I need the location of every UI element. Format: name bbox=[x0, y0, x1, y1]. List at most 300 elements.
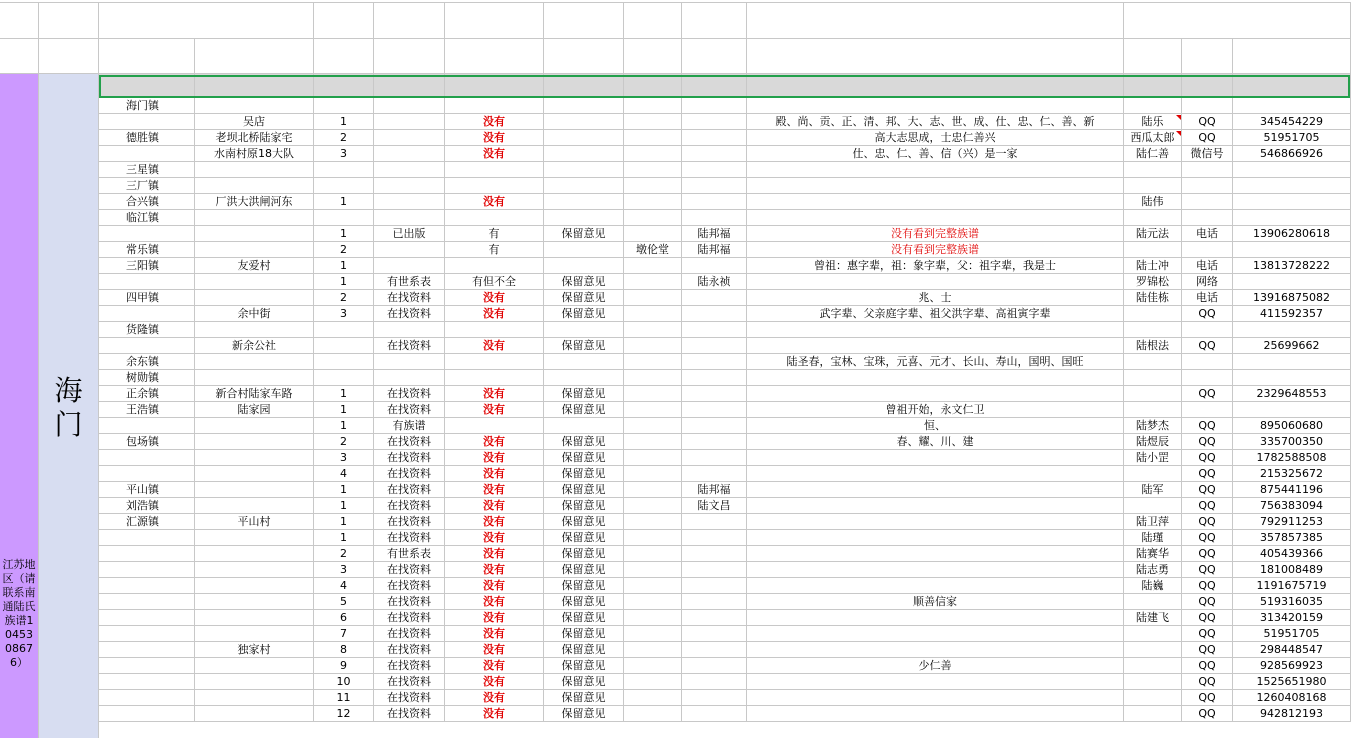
comment-cell[interactable] bbox=[544, 274, 624, 290]
hall-cell[interactable] bbox=[624, 706, 682, 722]
status-cell[interactable] bbox=[374, 562, 445, 578]
comment-cell[interactable] bbox=[544, 258, 624, 274]
town-cell[interactable] bbox=[99, 210, 195, 226]
town-cell[interactable] bbox=[99, 178, 195, 194]
hall-cell[interactable] bbox=[624, 98, 682, 114]
address-cell[interactable] bbox=[195, 450, 314, 466]
hall-cell[interactable] bbox=[624, 178, 682, 194]
contact-name-cell[interactable] bbox=[1124, 610, 1182, 626]
generation-cell[interactable] bbox=[747, 322, 1124, 338]
hall-cell[interactable] bbox=[624, 338, 682, 354]
contact-name-cell[interactable] bbox=[1124, 370, 1182, 386]
status-cell[interactable] bbox=[374, 370, 445, 386]
town-cell[interactable] bbox=[99, 130, 195, 146]
number-cell[interactable] bbox=[314, 514, 374, 530]
comment-cell[interactable] bbox=[544, 418, 624, 434]
comment-cell[interactable] bbox=[544, 338, 624, 354]
address-cell[interactable] bbox=[195, 434, 314, 450]
hall-cell[interactable] bbox=[624, 162, 682, 178]
migrant-cell[interactable] bbox=[682, 386, 747, 402]
genealogy-cell[interactable] bbox=[445, 242, 544, 258]
contact-name-cell[interactable] bbox=[1124, 226, 1182, 242]
address-cell[interactable] bbox=[195, 162, 314, 178]
town-cell[interactable] bbox=[99, 290, 195, 306]
address-cell[interactable] bbox=[195, 306, 314, 322]
contact-id-cell[interactable] bbox=[1233, 674, 1351, 690]
migrant-cell[interactable] bbox=[682, 706, 747, 722]
contact-name-cell[interactable] bbox=[1124, 562, 1182, 578]
generation-cell[interactable] bbox=[747, 306, 1124, 322]
contact-id-cell[interactable] bbox=[1233, 530, 1351, 546]
comment-cell[interactable] bbox=[544, 690, 624, 706]
genealogy-cell[interactable] bbox=[445, 194, 544, 210]
genealogy-cell[interactable] bbox=[445, 642, 544, 658]
contact-type-cell[interactable] bbox=[1182, 210, 1233, 226]
contact-type-cell[interactable] bbox=[1182, 706, 1233, 722]
town-cell[interactable] bbox=[99, 626, 195, 642]
gray-cell[interactable] bbox=[374, 74, 445, 98]
hall-cell[interactable] bbox=[624, 386, 682, 402]
contact-id-cell[interactable] bbox=[1233, 466, 1351, 482]
comment-cell[interactable] bbox=[544, 514, 624, 530]
comment-cell[interactable] bbox=[544, 370, 624, 386]
generation-cell[interactable] bbox=[747, 658, 1124, 674]
contact-name-cell[interactable] bbox=[1124, 386, 1182, 402]
genealogy-cell[interactable] bbox=[445, 258, 544, 274]
town-cell[interactable] bbox=[99, 242, 195, 258]
row-number-header[interactable] bbox=[0, 3, 39, 39]
number-cell[interactable] bbox=[314, 354, 374, 370]
genealogy-cell[interactable] bbox=[445, 322, 544, 338]
status-cell[interactable] bbox=[374, 546, 445, 562]
generation-cell[interactable] bbox=[747, 706, 1124, 722]
contact-type-cell[interactable] bbox=[1182, 418, 1233, 434]
town-cell[interactable] bbox=[99, 706, 195, 722]
status-cell[interactable] bbox=[374, 290, 445, 306]
migrant-cell[interactable] bbox=[682, 642, 747, 658]
comment-cell[interactable] bbox=[544, 98, 624, 114]
address-cell[interactable] bbox=[195, 194, 314, 210]
town-cell[interactable] bbox=[99, 322, 195, 338]
genealogy-cell[interactable] bbox=[445, 482, 544, 498]
generation-cell[interactable] bbox=[747, 98, 1124, 114]
gray-cell[interactable] bbox=[195, 74, 314, 98]
comment-cell[interactable] bbox=[544, 674, 624, 690]
contact-name-cell[interactable] bbox=[1124, 674, 1182, 690]
genealogy-cell[interactable] bbox=[445, 690, 544, 706]
comment-cell[interactable] bbox=[544, 306, 624, 322]
area-cell[interactable] bbox=[39, 74, 99, 738]
contact-name-cell[interactable] bbox=[1124, 434, 1182, 450]
migrant-cell[interactable] bbox=[682, 226, 747, 242]
generation-cell[interactable] bbox=[747, 562, 1124, 578]
contact-name-cell[interactable] bbox=[1124, 338, 1182, 354]
contact-id-cell[interactable] bbox=[1233, 482, 1351, 498]
number-cell[interactable] bbox=[314, 274, 374, 290]
address-cell[interactable] bbox=[195, 578, 314, 594]
number-cell[interactable] bbox=[314, 130, 374, 146]
migrant-cell[interactable] bbox=[682, 562, 747, 578]
area-header[interactable] bbox=[39, 3, 99, 39]
hall-cell[interactable] bbox=[624, 482, 682, 498]
status-cell[interactable] bbox=[374, 386, 445, 402]
status-cell[interactable] bbox=[374, 530, 445, 546]
contact-type-cell[interactable] bbox=[1182, 594, 1233, 610]
blank-cell[interactable] bbox=[0, 39, 39, 74]
migrant-cell[interactable] bbox=[682, 306, 747, 322]
blank-cell[interactable] bbox=[195, 39, 314, 74]
genealogy-cell[interactable] bbox=[445, 178, 544, 194]
address-cell[interactable] bbox=[195, 274, 314, 290]
town-cell[interactable] bbox=[99, 226, 195, 242]
blank-cell[interactable] bbox=[374, 39, 445, 74]
genealogy-cell[interactable] bbox=[445, 290, 544, 306]
comment-cell[interactable] bbox=[544, 466, 624, 482]
status-cell[interactable] bbox=[374, 498, 445, 514]
generation-cell[interactable] bbox=[747, 514, 1124, 530]
comment-cell[interactable] bbox=[544, 290, 624, 306]
contact-type-cell[interactable] bbox=[1182, 546, 1233, 562]
generation-cell[interactable] bbox=[747, 418, 1124, 434]
contact-type-cell[interactable] bbox=[1182, 434, 1233, 450]
address-cell[interactable] bbox=[195, 610, 314, 626]
migrant-cell[interactable] bbox=[682, 146, 747, 162]
status-cell[interactable] bbox=[374, 578, 445, 594]
contact-id-cell[interactable] bbox=[1233, 194, 1351, 210]
genealogy-cell[interactable] bbox=[445, 674, 544, 690]
genealogy-cell[interactable] bbox=[445, 98, 544, 114]
contact-type-cell[interactable] bbox=[1182, 578, 1233, 594]
genealogy-cell[interactable] bbox=[445, 130, 544, 146]
generation-cell[interactable] bbox=[747, 290, 1124, 306]
comment-cell[interactable] bbox=[544, 530, 624, 546]
generation-cell[interactable] bbox=[747, 466, 1124, 482]
hall-cell[interactable] bbox=[624, 354, 682, 370]
comment-cell[interactable] bbox=[544, 626, 624, 642]
contact-name-cell[interactable] bbox=[1124, 418, 1182, 434]
contact-name-cell[interactable] bbox=[1124, 354, 1182, 370]
blank-cell[interactable] bbox=[39, 39, 99, 74]
number-cell[interactable] bbox=[314, 642, 374, 658]
contact-type-cell[interactable] bbox=[1182, 498, 1233, 514]
number-cell[interactable] bbox=[314, 226, 374, 242]
generation-cell[interactable] bbox=[747, 178, 1124, 194]
status-cell[interactable] bbox=[374, 706, 445, 722]
contact-name-cell[interactable] bbox=[1124, 290, 1182, 306]
number-cell[interactable] bbox=[314, 386, 374, 402]
hall-cell[interactable] bbox=[624, 674, 682, 690]
town-cell[interactable] bbox=[99, 354, 195, 370]
contact-id-cell[interactable] bbox=[1233, 210, 1351, 226]
migrant-cell[interactable] bbox=[682, 450, 747, 466]
hall-name-header[interactable] bbox=[624, 3, 682, 39]
hall-cell[interactable] bbox=[624, 210, 682, 226]
address-cell[interactable] bbox=[195, 514, 314, 530]
status-cell[interactable] bbox=[374, 178, 445, 194]
address-cell[interactable] bbox=[195, 338, 314, 354]
status-cell[interactable] bbox=[374, 594, 445, 610]
generation-cell[interactable] bbox=[747, 274, 1124, 290]
hall-cell[interactable] bbox=[624, 498, 682, 514]
contact-id-cell[interactable] bbox=[1233, 338, 1351, 354]
genealogy-cell[interactable] bbox=[445, 562, 544, 578]
generation-cell[interactable] bbox=[747, 130, 1124, 146]
comment-cell[interactable] bbox=[544, 402, 624, 418]
number-cell[interactable] bbox=[314, 434, 374, 450]
town-cell[interactable] bbox=[99, 274, 195, 290]
hall-cell[interactable] bbox=[624, 290, 682, 306]
number-cell[interactable] bbox=[314, 562, 374, 578]
contact-name-cell[interactable] bbox=[1124, 402, 1182, 418]
status-cell[interactable] bbox=[374, 450, 445, 466]
contact-type-cell[interactable] bbox=[1182, 690, 1233, 706]
contact-id-cell[interactable] bbox=[1233, 162, 1351, 178]
status-cell[interactable] bbox=[374, 658, 445, 674]
hall-cell[interactable] bbox=[624, 530, 682, 546]
contact-type-cell[interactable] bbox=[1182, 306, 1233, 322]
contact-name-cell[interactable] bbox=[1124, 498, 1182, 514]
migrant-cell[interactable] bbox=[682, 546, 747, 562]
status-cell[interactable] bbox=[374, 114, 445, 130]
migrant-cell[interactable] bbox=[682, 130, 747, 146]
status-cell[interactable] bbox=[374, 690, 445, 706]
contact-id-cell[interactable] bbox=[1233, 418, 1351, 434]
address-cell[interactable] bbox=[195, 418, 314, 434]
contact-name-cell[interactable] bbox=[1124, 162, 1182, 178]
town-cell[interactable] bbox=[99, 450, 195, 466]
contact-id-cell[interactable] bbox=[1233, 434, 1351, 450]
number-cell[interactable] bbox=[314, 466, 374, 482]
status-cell[interactable] bbox=[374, 418, 445, 434]
contact-type-cell[interactable] bbox=[1182, 370, 1233, 386]
blank-cell[interactable] bbox=[314, 39, 374, 74]
generation-cell[interactable] bbox=[747, 530, 1124, 546]
contact-type-cell[interactable] bbox=[1182, 114, 1233, 130]
contact-id-cell[interactable] bbox=[1233, 242, 1351, 258]
town-cell[interactable] bbox=[99, 114, 195, 130]
town-cell[interactable] bbox=[99, 674, 195, 690]
address-cell[interactable] bbox=[195, 146, 314, 162]
status-cell[interactable] bbox=[374, 642, 445, 658]
status-cell[interactable] bbox=[374, 146, 445, 162]
contact-name-cell[interactable] bbox=[1124, 594, 1182, 610]
gray-cell[interactable] bbox=[445, 74, 544, 98]
generation-cell[interactable] bbox=[747, 498, 1124, 514]
hall-cell[interactable] bbox=[624, 146, 682, 162]
comment-cell[interactable] bbox=[544, 498, 624, 514]
status-cell[interactable] bbox=[374, 226, 445, 242]
migrant-cell[interactable] bbox=[682, 162, 747, 178]
comment-cell[interactable] bbox=[544, 130, 624, 146]
number-cell[interactable] bbox=[314, 626, 374, 642]
generation-cell[interactable] bbox=[747, 402, 1124, 418]
genealogy-cell[interactable] bbox=[445, 418, 544, 434]
status-cell[interactable] bbox=[374, 466, 445, 482]
number-cell[interactable] bbox=[314, 594, 374, 610]
hall-cell[interactable] bbox=[624, 546, 682, 562]
contact-id-cell[interactable] bbox=[1233, 658, 1351, 674]
migrant-cell[interactable] bbox=[682, 514, 747, 530]
status-cell[interactable] bbox=[374, 514, 445, 530]
contact-id-cell[interactable] bbox=[1233, 626, 1351, 642]
contact-id-cell[interactable] bbox=[1233, 706, 1351, 722]
genealogy-cell[interactable] bbox=[445, 578, 544, 594]
contact-name-cell[interactable] bbox=[1124, 578, 1182, 594]
contact-type-cell[interactable] bbox=[1182, 610, 1233, 626]
number-cell[interactable] bbox=[314, 242, 374, 258]
generation-names-header[interactable] bbox=[747, 3, 1124, 39]
blank-cell[interactable] bbox=[1233, 39, 1351, 74]
town-cell[interactable] bbox=[99, 562, 195, 578]
generation-cell[interactable] bbox=[747, 354, 1124, 370]
gray-cell[interactable] bbox=[1182, 74, 1233, 98]
address-cell[interactable] bbox=[195, 130, 314, 146]
contact-name-cell[interactable] bbox=[1124, 642, 1182, 658]
genealogy-cell[interactable] bbox=[445, 514, 544, 530]
gray-cell[interactable] bbox=[1124, 74, 1182, 98]
genealogy-cell[interactable] bbox=[445, 146, 544, 162]
address-cell[interactable] bbox=[195, 242, 314, 258]
number-cell[interactable] bbox=[314, 114, 374, 130]
migrant-cell[interactable] bbox=[682, 434, 747, 450]
contact-id-cell[interactable] bbox=[1233, 690, 1351, 706]
number-cell[interactable] bbox=[314, 178, 374, 194]
contact-id-cell[interactable] bbox=[1233, 258, 1351, 274]
generation-cell[interactable] bbox=[747, 258, 1124, 274]
gray-cell[interactable] bbox=[624, 74, 682, 98]
hall-cell[interactable] bbox=[624, 114, 682, 130]
status-cell[interactable] bbox=[374, 434, 445, 450]
number-cell[interactable] bbox=[314, 322, 374, 338]
number-cell[interactable] bbox=[314, 210, 374, 226]
status-cell[interactable] bbox=[374, 210, 445, 226]
generation-cell[interactable] bbox=[747, 114, 1124, 130]
contact-type-cell[interactable] bbox=[1182, 514, 1233, 530]
address-cell[interactable] bbox=[195, 594, 314, 610]
contact-type-cell[interactable] bbox=[1182, 274, 1233, 290]
genealogy-cell[interactable] bbox=[445, 450, 544, 466]
hall-cell[interactable] bbox=[624, 594, 682, 610]
status-cell[interactable] bbox=[374, 322, 445, 338]
contact-id-cell[interactable] bbox=[1233, 514, 1351, 530]
status-cell[interactable] bbox=[374, 130, 445, 146]
blank-cell[interactable] bbox=[682, 39, 747, 74]
address-cell[interactable] bbox=[195, 658, 314, 674]
contact-name-cell[interactable] bbox=[1124, 546, 1182, 562]
address-cell[interactable] bbox=[195, 466, 314, 482]
migrant-cell[interactable] bbox=[682, 482, 747, 498]
contact-type-cell[interactable] bbox=[1182, 626, 1233, 642]
comment-cell[interactable] bbox=[544, 114, 624, 130]
generation-cell[interactable] bbox=[747, 594, 1124, 610]
migrant-cell[interactable] bbox=[682, 594, 747, 610]
migrant-cell[interactable] bbox=[682, 354, 747, 370]
migrant-cell[interactable] bbox=[682, 498, 747, 514]
migrant-cell[interactable] bbox=[682, 210, 747, 226]
migrant-cell[interactable] bbox=[682, 610, 747, 626]
contact-id-cell[interactable] bbox=[1233, 98, 1351, 114]
hall-cell[interactable] bbox=[624, 130, 682, 146]
generation-cell[interactable] bbox=[747, 450, 1124, 466]
generation-cell[interactable] bbox=[747, 546, 1124, 562]
contact-id-cell[interactable] bbox=[1233, 402, 1351, 418]
number-cell[interactable] bbox=[314, 306, 374, 322]
number-cell[interactable] bbox=[314, 402, 374, 418]
genealogy-cell[interactable] bbox=[445, 354, 544, 370]
address-cell[interactable] bbox=[195, 402, 314, 418]
status-cell[interactable] bbox=[374, 626, 445, 642]
status-cell[interactable] bbox=[374, 482, 445, 498]
gray-cell[interactable] bbox=[682, 74, 747, 98]
contact-type-cell[interactable] bbox=[1182, 402, 1233, 418]
comment-cell[interactable] bbox=[544, 642, 624, 658]
contact-name-cell[interactable] bbox=[1124, 530, 1182, 546]
contact-type-cell[interactable] bbox=[1182, 258, 1233, 274]
generation-cell[interactable] bbox=[747, 146, 1124, 162]
town-cell[interactable] bbox=[99, 402, 195, 418]
address-cell[interactable] bbox=[195, 690, 314, 706]
contact-name-cell[interactable] bbox=[1124, 514, 1182, 530]
status-cell[interactable] bbox=[374, 306, 445, 322]
address-cell[interactable] bbox=[195, 386, 314, 402]
blank-cell[interactable] bbox=[624, 39, 682, 74]
comment-cell[interactable] bbox=[544, 210, 624, 226]
number-cell[interactable] bbox=[314, 98, 374, 114]
address-cell[interactable] bbox=[195, 290, 314, 306]
town-cell[interactable] bbox=[99, 98, 195, 114]
contact-id-cell[interactable] bbox=[1233, 546, 1351, 562]
contact-id-cell[interactable] bbox=[1233, 274, 1351, 290]
address-cell[interactable] bbox=[195, 562, 314, 578]
gray-cell[interactable] bbox=[99, 74, 195, 98]
genealogy-cell[interactable] bbox=[445, 386, 544, 402]
hall-cell[interactable] bbox=[624, 370, 682, 386]
hall-cell[interactable] bbox=[624, 658, 682, 674]
comment-cell[interactable] bbox=[544, 226, 624, 242]
genealogy-cell[interactable] bbox=[445, 226, 544, 242]
blank-cell[interactable] bbox=[1124, 39, 1182, 74]
number-cell[interactable] bbox=[314, 530, 374, 546]
address-cell[interactable] bbox=[195, 258, 314, 274]
hall-cell[interactable] bbox=[624, 322, 682, 338]
hall-cell[interactable] bbox=[624, 194, 682, 210]
contact-name-cell[interactable] bbox=[1124, 194, 1182, 210]
contact-type-cell[interactable] bbox=[1182, 674, 1233, 690]
gray-cell[interactable] bbox=[544, 74, 624, 98]
number-cell[interactable] bbox=[314, 546, 374, 562]
contact-type-cell[interactable] bbox=[1182, 322, 1233, 338]
hall-cell[interactable] bbox=[624, 610, 682, 626]
number-cell[interactable] bbox=[314, 706, 374, 722]
genealogy-cell[interactable] bbox=[445, 706, 544, 722]
contact-id-cell[interactable] bbox=[1233, 450, 1351, 466]
contact-type-cell[interactable] bbox=[1182, 658, 1233, 674]
generation-cell[interactable] bbox=[747, 338, 1124, 354]
comment-cell[interactable] bbox=[544, 450, 624, 466]
generation-cell[interactable] bbox=[747, 482, 1124, 498]
region-cell[interactable] bbox=[0, 74, 39, 738]
address-cell[interactable] bbox=[195, 530, 314, 546]
number-cell[interactable] bbox=[314, 146, 374, 162]
hall-cell[interactable] bbox=[624, 402, 682, 418]
generation-cell[interactable] bbox=[747, 242, 1124, 258]
hall-cell[interactable] bbox=[624, 258, 682, 274]
migrant-cell[interactable] bbox=[682, 194, 747, 210]
town-cell[interactable] bbox=[99, 578, 195, 594]
contact-type-cell[interactable] bbox=[1182, 562, 1233, 578]
town-cell[interactable] bbox=[99, 658, 195, 674]
generation-cell[interactable] bbox=[747, 674, 1124, 690]
